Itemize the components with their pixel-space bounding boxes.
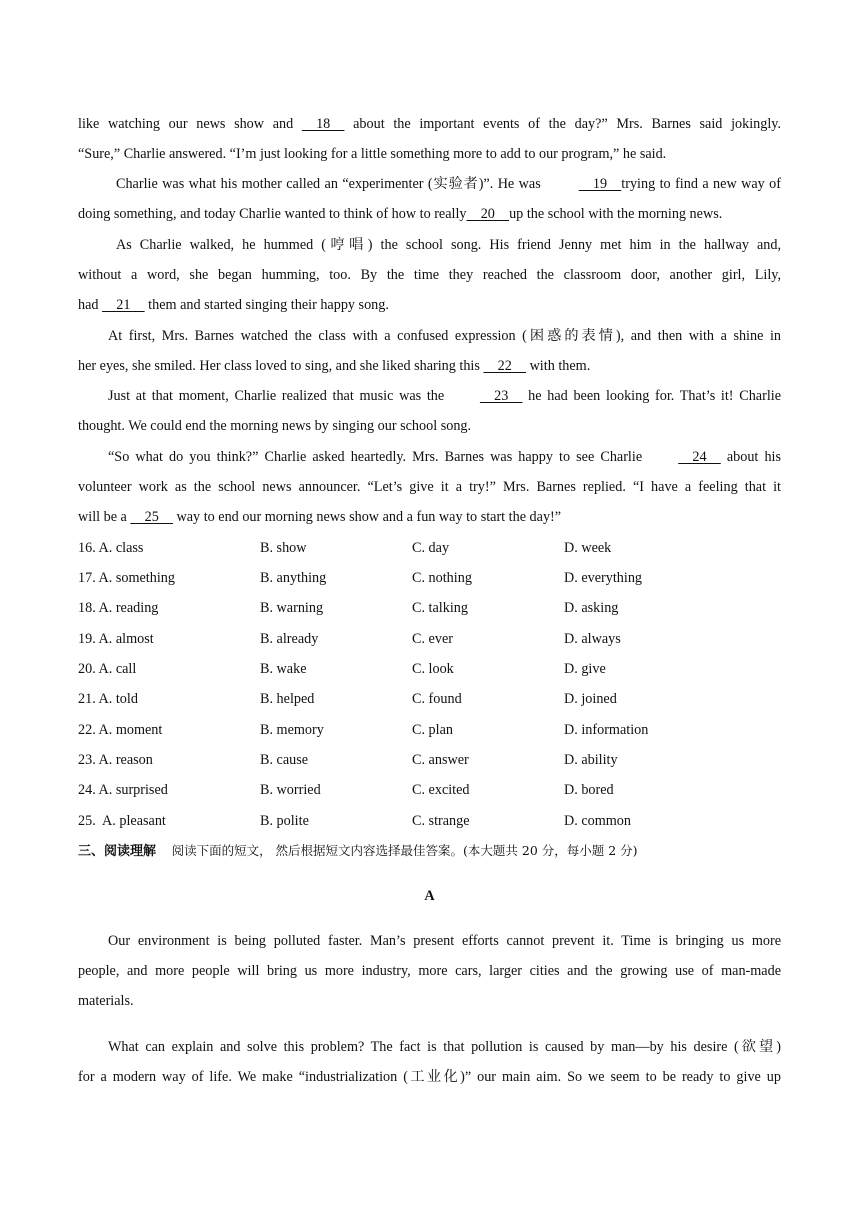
option-a: 24. A. surprised — [78, 782, 168, 798]
passage-line: “Sure,” Charlie answered. “I’m just looking for a little something more to add to our program,” he said. — [78, 146, 667, 162]
answer-blank: 23 — [479, 388, 523, 404]
passage-line: like watching our news show and 18 about the important events of the day?” Mrs. Barnes said jokingly. — [78, 109, 781, 139]
option-a: 16. A. class — [78, 540, 144, 556]
option-d: D. joined — [564, 691, 617, 707]
option-a: 18. A. reading — [78, 600, 159, 616]
option-c: C. answer — [412, 752, 469, 768]
section-instruction: 阅读下面的短文， 然后根据短文内容选择最佳答案。(本大题共 20 分，每小题 2 分) — [171, 843, 638, 858]
option-b: B. anything — [260, 570, 327, 586]
option-b: B. memory — [260, 722, 324, 738]
option-c: C. look — [412, 661, 454, 677]
passage-line: As Charlie walked, he hummed (哼唱) the school song. His friend Jenny met him in the hallway and, — [116, 237, 781, 253]
option-d: D. always — [564, 631, 621, 647]
option-a: 20. A. call — [78, 661, 137, 677]
option-c: C. nothing — [412, 570, 472, 586]
option-d: D. everything — [564, 570, 643, 586]
passage-line: At first, Mrs. Barnes watched the class with a confused expression (困惑的表情), and then with a shine in — [108, 328, 781, 344]
article-line: for a modern way of life. We make “industrialization (工业化)” our main aim. So we seem to be ready to give up — [78, 1069, 781, 1085]
passage-line: had 21 them and started singing their happy song. — [78, 290, 781, 320]
answer-blank: 19 — [578, 176, 622, 192]
option-a: 25. A. pleasant — [78, 813, 166, 829]
passage-line: volunteer work as the school news announcer. “Let’s give it a try!” Mrs. Barnes replied. “I have a feeling that it — [78, 479, 781, 495]
option-b: B. already — [260, 631, 319, 647]
option-d: D. week — [564, 540, 612, 556]
article-line: people, and more people will bring us more industry, more cars, larger cities and the growing use of man-made — [78, 963, 781, 979]
passage-line: Charlie was what his mother called an “experimenter (实验者)”. He was 19 trying to find a new way of — [78, 169, 781, 199]
article-line: What can explain and solve this problem? The fact is that pollution is caused by man—by his desire (欲望) — [108, 1039, 781, 1055]
option-c: C. found — [412, 691, 462, 707]
article-heading: A — [424, 888, 435, 904]
section-title: 三、阅读理解 — [78, 844, 157, 859]
passage-line: thought. We could end the morning news by singing our school song. — [78, 418, 472, 434]
article-line: materials. — [78, 993, 134, 1009]
passage-line: without a word, she began humming, too. By the time they reached the classroom door, another girl, Lily, — [78, 267, 781, 283]
option-a: 21. A. told — [78, 691, 138, 707]
option-b: B. polite — [260, 813, 309, 829]
option-d: D. give — [564, 661, 606, 677]
option-b: B. worried — [260, 782, 321, 798]
option-d: D. ability — [564, 752, 618, 768]
option-a: 22. A. moment — [78, 722, 163, 738]
option-c: C. excited — [412, 782, 470, 798]
section-header — [78, 836, 781, 866]
article-line: Our environment is being polluted faster. Man’s present efforts cannot prevent it. Time is bringing us more — [108, 933, 781, 949]
answer-blank: 21 — [102, 297, 145, 313]
option-c: C. ever — [412, 631, 453, 647]
option-b: B. warning — [260, 600, 324, 616]
passage-line: “So what do you think?” Charlie asked heartedly. Mrs. Barnes was happy to see Charlie 24 about his — [78, 442, 781, 472]
answer-blank: 22 — [483, 358, 527, 374]
option-b: B. wake — [260, 661, 307, 677]
option-b: B. show — [260, 540, 307, 556]
answer-blank: 20 — [466, 206, 510, 222]
answer-blank: 18 — [301, 116, 345, 132]
option-c: C. talking — [412, 600, 468, 616]
option-b: B. helped — [260, 691, 315, 707]
passage-line: doing something, and today Charlie wanted to think of how to really 20 up the school with the morning news. — [78, 199, 781, 229]
option-c: C. plan — [412, 722, 453, 738]
option-c: C. strange — [412, 813, 470, 829]
answer-blank: 24 — [678, 449, 721, 465]
option-d: D. bored — [564, 782, 614, 798]
passage-line: her eyes, she smiled. Her class loved to sing, and she liked sharing this 22 with them. — [78, 351, 781, 381]
option-c: C. day — [412, 540, 450, 556]
answer-blank: 25 — [130, 509, 173, 525]
option-b: B. cause — [260, 752, 309, 768]
option-a: 19. A. almost — [78, 631, 154, 647]
option-d: D. asking — [564, 600, 619, 616]
option-d: D. information — [564, 722, 649, 738]
option-a: 17. A. something — [78, 570, 175, 586]
passage-line: will be a 25 way to end our morning news show and a fun way to start the day!” — [78, 502, 781, 532]
passage-line: Just at that moment, Charlie realized that music was the 23 he had been looking for. That’s it! Charlie — [78, 381, 781, 411]
option-d: D. common — [564, 813, 631, 829]
option-a: 23. A. reason — [78, 752, 153, 768]
